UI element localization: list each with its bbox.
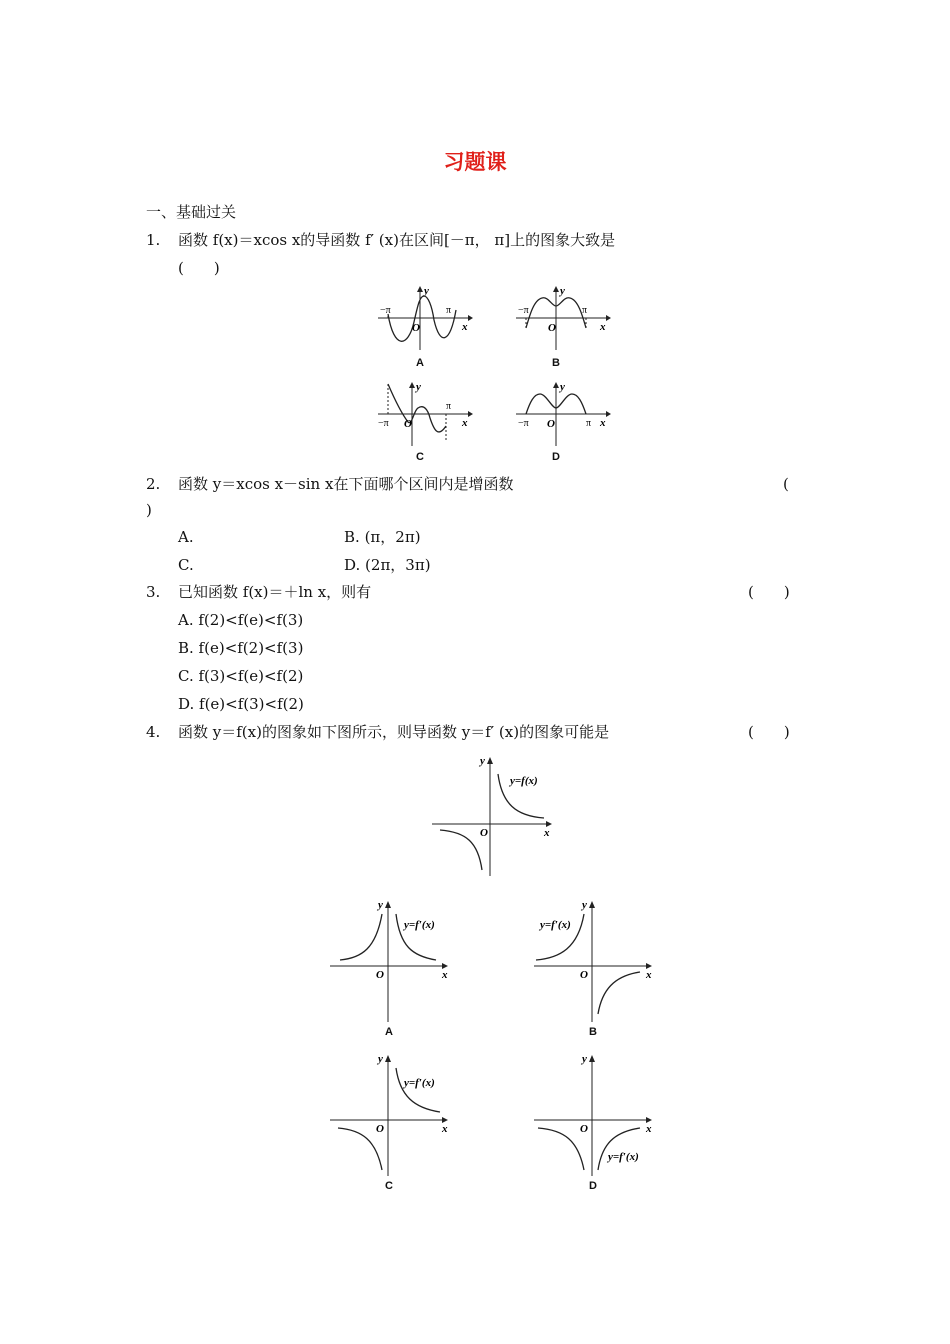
y-axis-label: y <box>560 285 565 297</box>
pi-label: π <box>446 401 452 412</box>
q2-bracket-close: ) <box>146 501 152 519</box>
option-text: (π，2π) <box>364 528 421 546</box>
q1-caption-c: C <box>416 451 424 463</box>
q1-caption-a: A <box>416 357 424 369</box>
q3-text: 已知函数 f(x)＝＋ln x，则有 <box>178 583 372 601</box>
derivative-label: y=f′(x) <box>540 919 571 931</box>
origin-label: O <box>548 322 556 334</box>
q4-caption-b: B <box>589 1026 597 1038</box>
option-label: D. <box>344 556 361 574</box>
page-title: 习题课 <box>443 150 507 174</box>
option-text: (2π，3π) <box>365 556 431 574</box>
x-axis-label: x <box>442 969 448 981</box>
y-axis-label: y <box>480 755 485 767</box>
y-axis-label: y <box>378 899 383 911</box>
q3-option-a[interactable]: A. f(2)<f(e)<f(3) <box>178 611 304 629</box>
origin-label: O <box>547 418 555 430</box>
origin-label: O <box>580 1123 588 1135</box>
q4-graph-b[interactable] <box>530 894 658 1024</box>
x-axis-label: x <box>600 417 606 429</box>
q1-text: 函数 f(x)＝xcos x的导函数 f′ (x)在区间[－π， π]上的图象大致是 <box>178 231 616 249</box>
q1-graph-b[interactable] <box>512 284 612 352</box>
q3-number: 3. <box>146 583 161 601</box>
q2-option-a[interactable] <box>178 527 194 547</box>
x-axis-label: x <box>544 827 550 839</box>
q2-option-c[interactable] <box>178 555 194 575</box>
q2-option-b[interactable] <box>344 527 421 547</box>
y-axis-label: y <box>582 899 587 911</box>
q3-option-c[interactable]: C. f(3)<f(e)<f(2) <box>178 667 304 685</box>
y-axis-label: y <box>378 1053 383 1065</box>
y-axis-label: y <box>560 381 565 393</box>
x-axis-label: x <box>600 321 606 333</box>
option-label: A. <box>178 528 194 546</box>
option-label: B. <box>344 528 360 546</box>
q1-graph-d[interactable] <box>512 380 612 448</box>
q4-answer-bracket: ( ) <box>748 723 790 741</box>
origin-label: O <box>580 969 588 981</box>
origin-label: O <box>480 827 488 839</box>
pi-label: π <box>586 418 592 429</box>
derivative-label: y=f′(x) <box>404 1077 435 1089</box>
q4-graph-a[interactable] <box>326 894 454 1024</box>
q4-graph-d[interactable] <box>530 1048 658 1178</box>
pi-label: π <box>582 305 588 316</box>
q1-caption-b: B <box>552 357 560 369</box>
option-label: C. <box>178 556 194 574</box>
y-axis-label: y <box>424 285 429 297</box>
q4-caption-c: C <box>385 1180 393 1192</box>
q4-main-graph[interactable] <box>426 752 556 878</box>
q3-answer-bracket: ( ) <box>748 583 790 601</box>
q1-graph-a[interactable] <box>374 284 474 352</box>
derivative-label: y=f′(x) <box>608 1151 639 1163</box>
neg-pi-label: −π <box>378 418 389 429</box>
q2-option-d[interactable] <box>344 555 431 575</box>
section-heading: 一、基础过关 <box>146 203 237 221</box>
neg-pi-label: −π <box>518 418 529 429</box>
x-axis-label: x <box>462 321 468 333</box>
x-axis-label: x <box>462 417 468 429</box>
q3-option-b[interactable]: B. f(e)<f(2)<f(3) <box>178 639 304 657</box>
q1-answer-bracket: ( ) <box>178 259 220 277</box>
derivative-label: y=f′(x) <box>404 919 435 931</box>
x-axis-label: x <box>442 1123 448 1135</box>
q4-caption-d: D <box>589 1180 597 1192</box>
q4-graph-c[interactable] <box>326 1048 454 1178</box>
q1-number: 1. <box>146 231 161 249</box>
neg-pi-label: −π <box>518 305 529 316</box>
origin-label: O <box>412 322 420 334</box>
q2-number: 2. <box>146 475 161 493</box>
origin-label: O <box>376 1123 384 1135</box>
pi-label: π <box>446 305 452 316</box>
q3-option-d[interactable]: D. f(e)<f(3)<f(2) <box>178 695 304 713</box>
x-axis-label: x <box>646 1123 652 1135</box>
q4-text: 函数 y＝f(x)的图象如下图所示，则导函数 y＝f′ (x)的图象可能是 <box>178 723 610 741</box>
origin-label: O <box>404 418 412 430</box>
main-function-label: y=f(x) <box>510 775 538 787</box>
neg-pi-label: −π <box>380 305 391 316</box>
q2-text: 函数 y＝xcos x－sin x在下面哪个区间内是增函数 <box>178 475 514 493</box>
y-axis-label: y <box>416 381 421 393</box>
q4-number: 4. <box>146 723 161 741</box>
q1-graph-c[interactable] <box>374 380 474 448</box>
x-axis-label: x <box>646 969 652 981</box>
q1-caption-d: D <box>552 451 560 463</box>
origin-label: O <box>376 969 384 981</box>
q4-caption-a: A <box>385 1026 393 1038</box>
q2-bracket-open: ( <box>783 475 789 493</box>
y-axis-label: y <box>582 1053 587 1065</box>
